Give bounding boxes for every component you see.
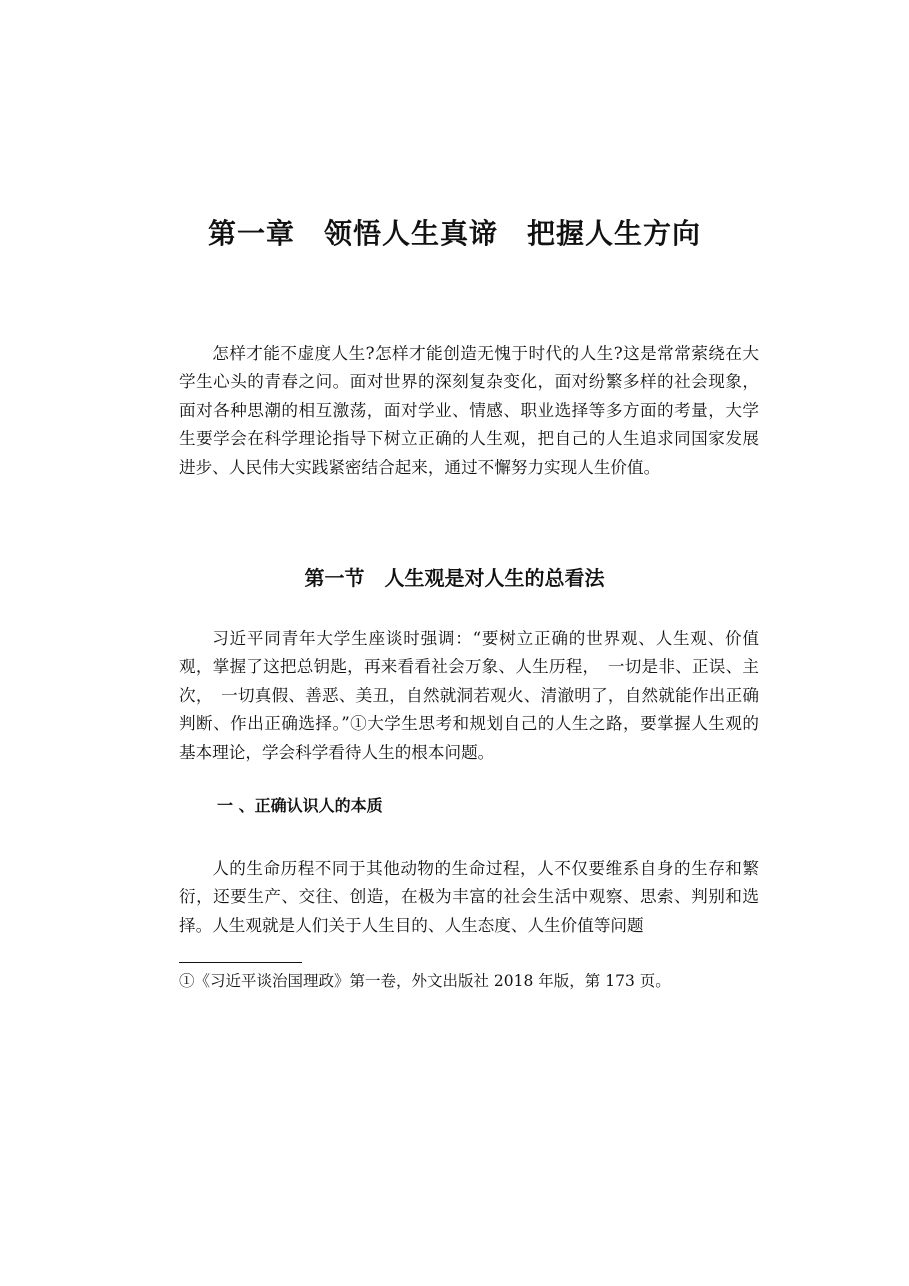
- chapter-intro: [179, 340, 759, 482]
- footnote-divider: [179, 962, 302, 963]
- subsection-body: [179, 855, 759, 940]
- footnote: ①《习近平谈治国理政》第一卷，外文出版社 2018 年版，第 173 页。: [179, 972, 671, 990]
- subsection-heading: 一 、正确认识人的本质: [217, 796, 383, 815]
- intro-paragraph: 怎样才能不虚度人生?怎样才能创造无愧于时代的人生?这是常常萦绕在大学生心头的青春之问。面对世界的深刻复杂变化，面对纷繁多样的社会现象，面对各种思潮的相互激荡，面对学业、情感、职业选择等多方面的考量，大学生要学会在科学理论指导下树立正确的人生观，把自己的人生追求同国家发展进步、人民伟大实践紧密结合起来，通过不懈努力实现人生价值。: [179, 344, 759, 477]
- subsection-paragraph: 人的生命历程不同于其他动物的生命过程，人不仅要维系自身的生存和繁衍，还要生产、交往、创造，在极为丰富的社会生活中观察、思索、判别和选择。人生观就是人们关于人生目的、人生态度、人生价值等问题: [179, 859, 759, 935]
- section-title: 第一节 人生观是对人生的总看法: [304, 566, 605, 590]
- chapter-title: 第一章 领悟人生真谛 把握人生方向: [207, 217, 701, 250]
- section-paragraph: 习近平同青年大学生座谈时强调：“要树立正确的世界观、人生观、价值观，掌握了这把总钥匙，再来看看社会万象、人生历程， 一切是非、正误、主次， 一切真假、善恶、美丑，自然就洞若观火、清澈明了，自然就能作出正确判断、作出正确选择。”①大学生思考和规划自己的人生之路，要掌握人生观的基本理论，学会科学看待人生的根本问题。: [179, 629, 759, 762]
- section-body: [179, 625, 759, 767]
